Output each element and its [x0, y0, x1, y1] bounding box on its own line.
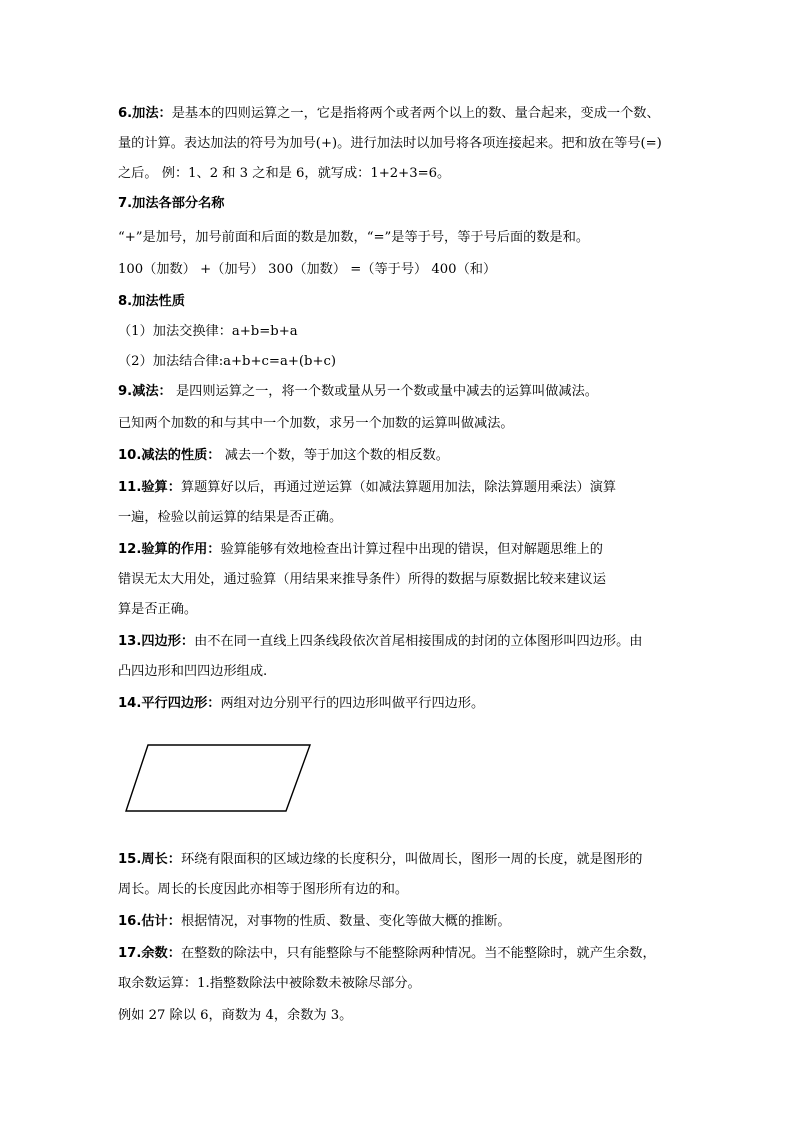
- section-8-line-2: （2）加法结合律:a+b+c=a+(b+c): [118, 354, 337, 369]
- section-11-line-2: 一遍，检验以前运算的结果是否正确。: [118, 510, 343, 525]
- section-16-line-1: [118, 912, 678, 932]
- term-subtraction-property: 10.减法的性质：: [118, 448, 221, 463]
- definition-text: 是基本的四则运算之一，它是指将两个或者两个以上的数、量合起来，变成一个数、: [171, 106, 660, 121]
- term-addition: 6.加法：: [118, 106, 172, 121]
- section-6-line-1: [118, 104, 678, 124]
- term-estimation: 16.估计：: [118, 914, 181, 929]
- section-15-line-1: [118, 850, 678, 870]
- section-14-line-1: [118, 694, 678, 714]
- section-6-line-3: 之后。 例：1、2 和 3 之和是 6，就写成：1+2+3=6。: [118, 166, 451, 181]
- definition-text: 两组对边分别平行的四边形叫做平行四边形。: [220, 696, 485, 711]
- section-13-line-1: [118, 632, 678, 652]
- definition-text: 由不在同一直线上四条线段依次首尾相接围成的封闭的立体图形叫四边形。由: [194, 634, 643, 649]
- parallelogram-icon: [124, 742, 314, 816]
- section-7-line-2: 100（加数） +（加号） 300（加数） =（等于号） 400（和）: [118, 262, 497, 277]
- section-11-line-1: [118, 478, 678, 498]
- section-13-line-2: 凸四边形和凹四边形组成.: [118, 664, 268, 679]
- term-checking: 11.验算：: [118, 480, 181, 495]
- definition-text: 是四则运算之一，将一个数或量从另一个数或量中减去的运算叫做减法。: [171, 384, 598, 399]
- definition-text: 减去一个数，等于加这个数的相反数。: [220, 448, 449, 463]
- term-subtraction: 9.减法：: [118, 384, 172, 399]
- section-8-line-1: （1）加法交换律：a+b=b+a: [118, 324, 298, 339]
- section-17-line-1: [118, 944, 678, 964]
- section-10-line-1: [118, 446, 678, 466]
- section-9-line-1: [118, 382, 678, 402]
- section-12-line-3: 算是否正确。: [118, 602, 198, 617]
- term-checking-purpose: 12.验算的作用：: [118, 542, 221, 557]
- section-6-line-2: 量的计算。表达加法的符号为加号(+)。进行加法时以加号将各项连接起来。把和放在等号(=): [118, 136, 662, 151]
- section-12-line-2: 错误无太大用处，通过验算（用结果来推导条件）所得的数据与原数据比较来建议运: [118, 572, 606, 587]
- section-17-line-2: 取余数运算：1.指整数除法中被除数未被除尽部分。: [118, 976, 421, 991]
- section-9-line-2: 已知两个加数的和与其中一个加数，求另一个加数的运算叫做减法。: [118, 416, 514, 431]
- definition-text: 算题算好以后，再通过逆运算（如减法算题用加法，除法算题用乘法）演算: [180, 480, 617, 495]
- term-quadrilateral: 13.四边形：: [118, 634, 195, 649]
- term-remainder: 17.余数：: [118, 946, 181, 961]
- definition-text: 验算能够有效地检查出计算过程中出现的错误，但对解题思维上的: [220, 542, 603, 557]
- term-perimeter: 15.周长：: [118, 852, 181, 867]
- section-17-line-3: 例如 27 除以 6，商数为 4，余数为 3。: [118, 1008, 353, 1023]
- definition-text: 环绕有限面积的区域边缘的长度积分，叫做周长，图形一周的长度，就是图形的: [180, 852, 643, 867]
- term-parallelogram: 14.平行四边形：: [118, 696, 221, 711]
- section-12-line-1: [118, 540, 678, 560]
- definition-text: 在整数的除法中，只有能整除与不能整除两种情况。当不能整除时，就产生余数，: [180, 946, 656, 961]
- heading-addition-parts: 7.加法各部分名称: [118, 196, 225, 211]
- heading-addition-properties: 8.加法性质: [118, 294, 185, 309]
- definition-text: 根据情况，对事物的性质、数量、变化等做大概的推断。: [180, 914, 511, 929]
- section-15-line-2: 周长。周长的长度因此亦相等于图形所有边的和。: [118, 882, 409, 897]
- section-7-line-1: “+”是加号，加号前面和后面的数是加数，“=”是等于号，等于号后面的数是和。: [118, 230, 590, 245]
